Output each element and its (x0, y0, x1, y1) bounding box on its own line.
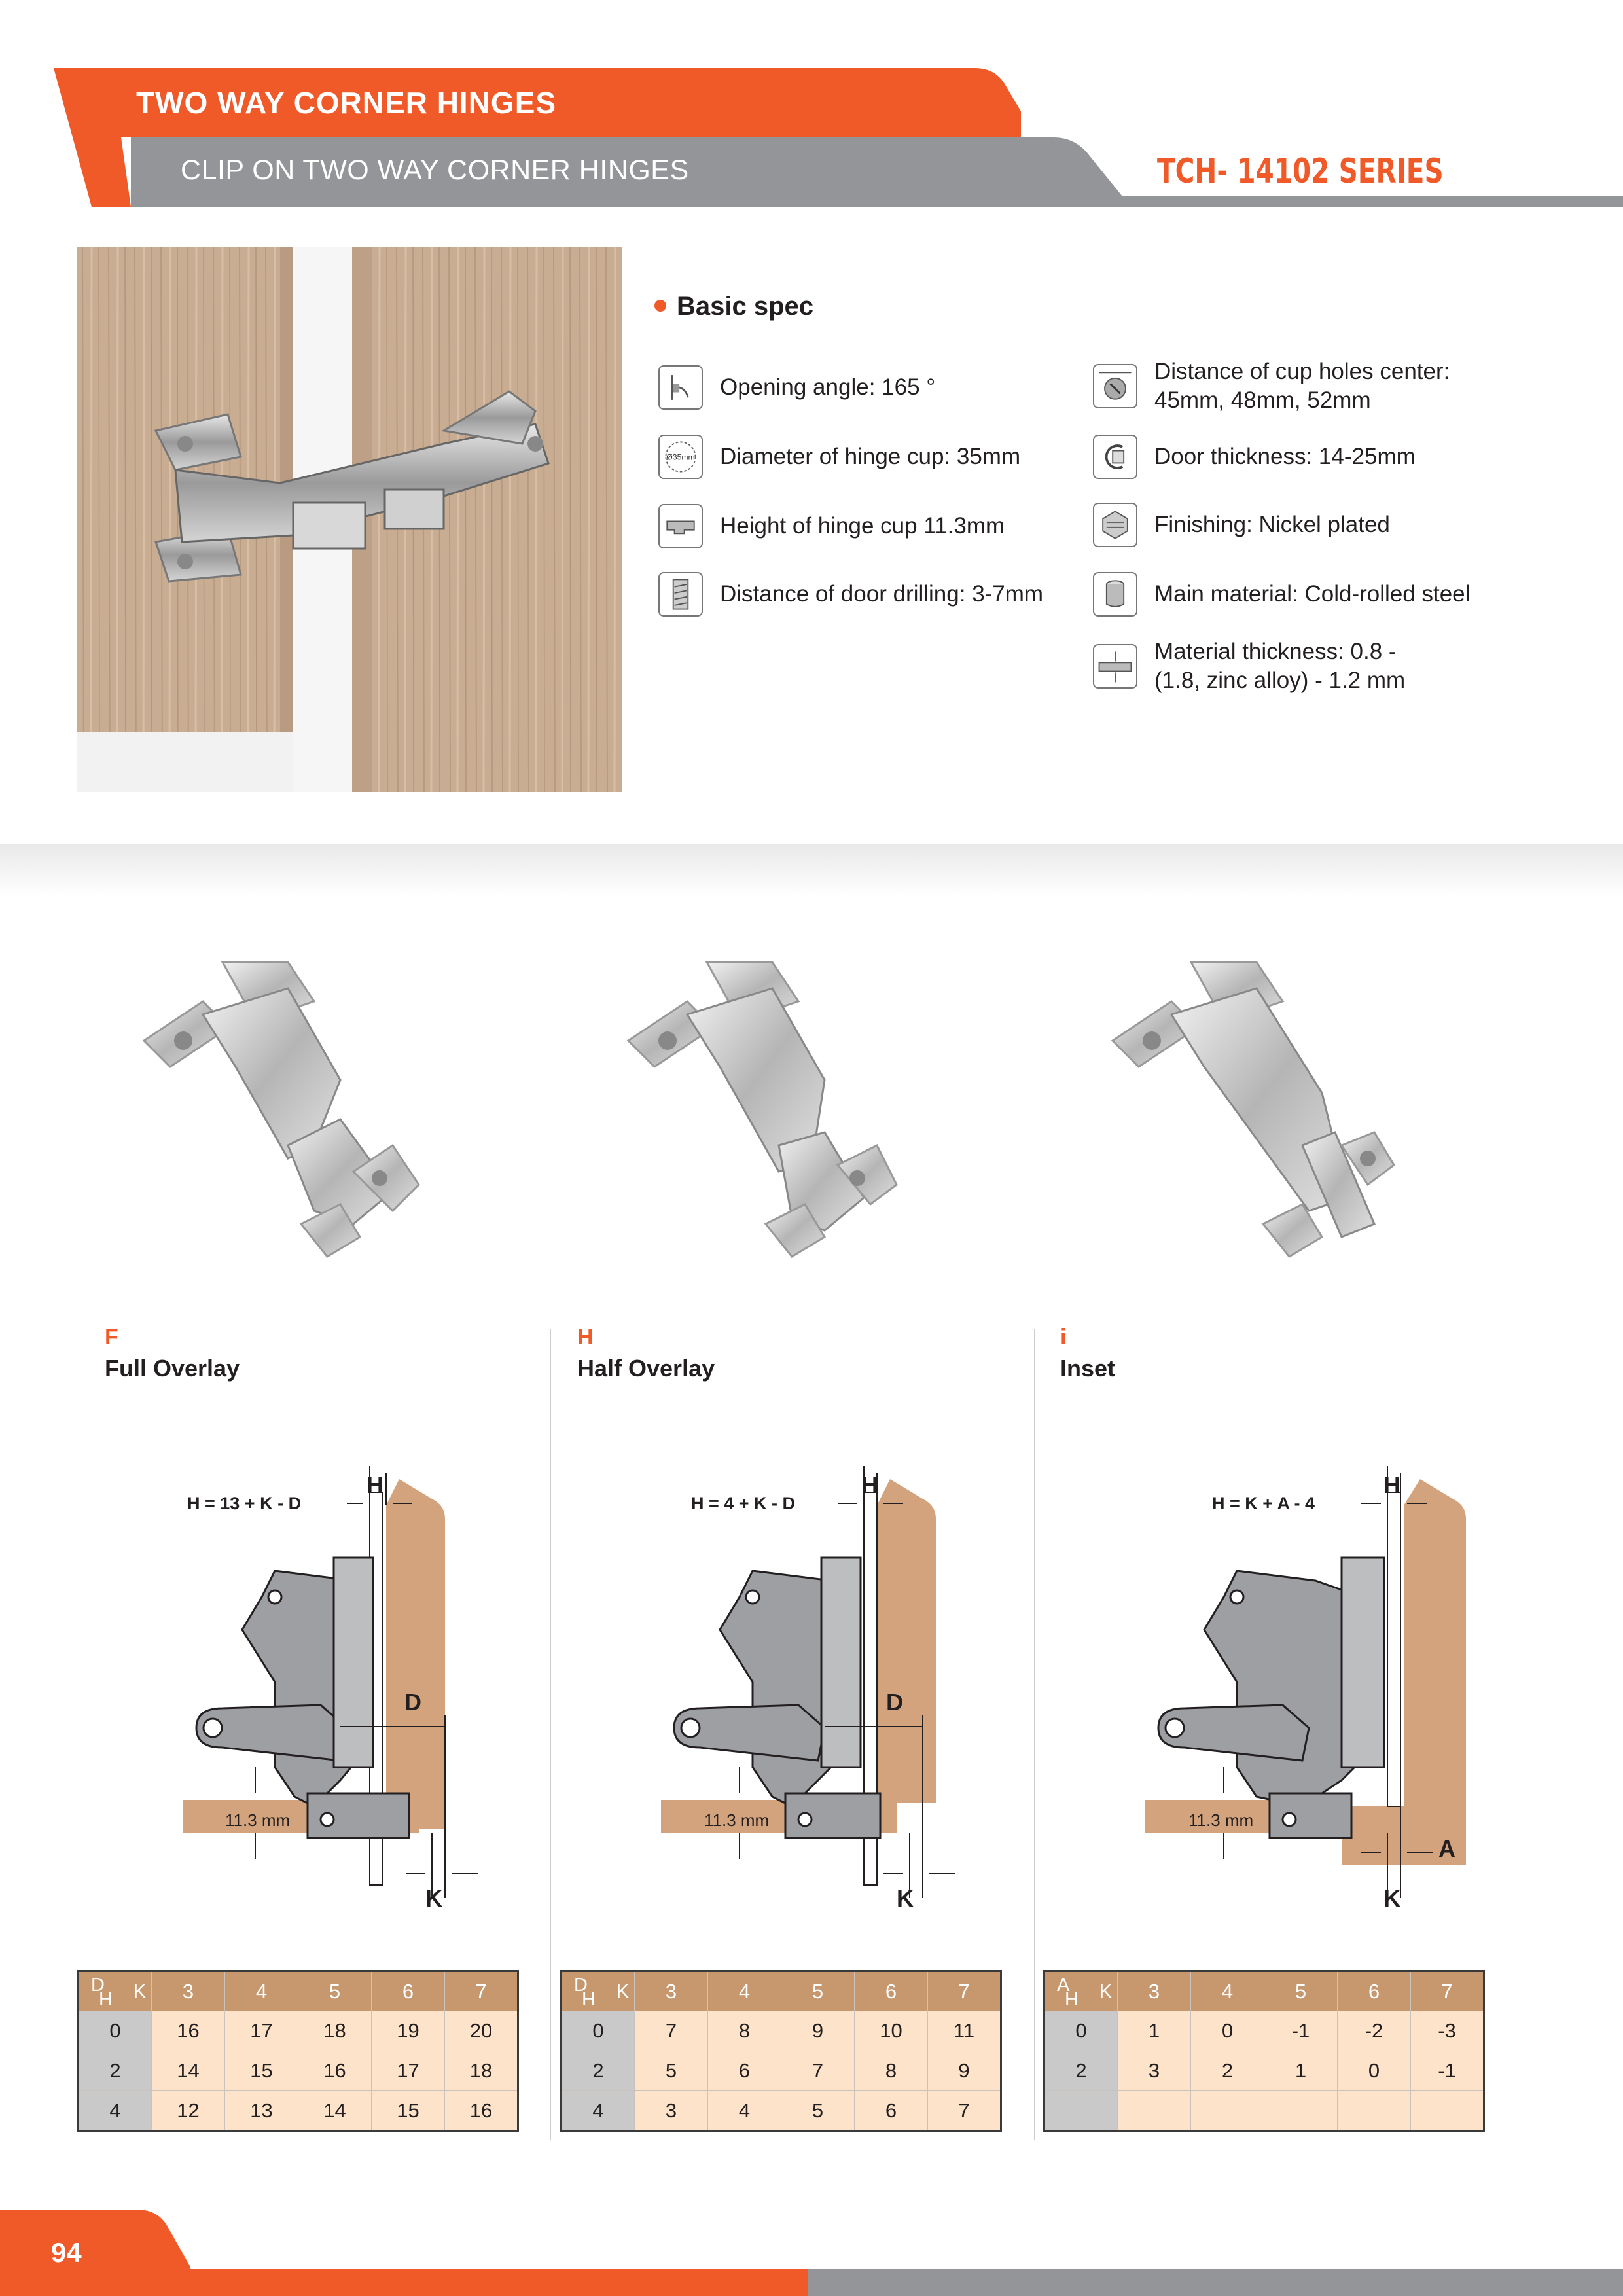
cup-height-icon (658, 504, 703, 548)
table-cell: 12 (152, 2091, 225, 2131)
door-thickness-icon (1093, 435, 1137, 479)
table-cell: 7 (635, 2011, 708, 2051)
table-cell: 2 (1191, 2051, 1264, 2091)
spec-cup-diameter (658, 435, 1020, 479)
section-letter-inset: i (1060, 1325, 1067, 1350)
material-thickness-icon (1093, 644, 1137, 689)
spec-text: (1.8, zinc alloy) - 1.2 mm (1154, 668, 1406, 693)
table-row (79, 2091, 518, 2131)
table-cell (1118, 2091, 1191, 2131)
table-cell (1191, 2091, 1264, 2131)
table-cell: 7 (781, 2051, 855, 2091)
table-col-header: 3 (152, 1971, 225, 2011)
diagram-full-overlay (183, 1466, 524, 1924)
footer-bar (0, 2206, 1623, 2296)
table-cell: 15 (225, 2051, 298, 2091)
page-number: 94 (51, 2237, 82, 2268)
table-col-header: 6 (855, 1971, 928, 2011)
section-title-full-overlay: Full Overlay (105, 1355, 240, 1382)
table-cell: -1 (1264, 2011, 1338, 2051)
table-cell (1264, 2091, 1338, 2131)
table-cell: 16 (445, 2091, 518, 2131)
table-cell: 9 (781, 2011, 855, 2051)
table-cell: 14 (298, 2091, 372, 2131)
label-k: K (1383, 1885, 1400, 1912)
table-cell: -3 (1411, 2011, 1484, 2051)
table-row-header: 2 (79, 2051, 152, 2091)
spec-heading-label: Basic spec (677, 292, 814, 321)
table-cell: 5 (781, 2091, 855, 2131)
spec-door-thickness (1093, 435, 1416, 479)
table-cell: 4 (708, 2091, 781, 2131)
table-row (1044, 2051, 1484, 2091)
label-a: A (1438, 1835, 1455, 1862)
table-cell: 10 (855, 2011, 928, 2051)
bullet-icon (654, 300, 666, 312)
table-cell: 3 (1118, 2051, 1191, 2091)
hinge-product-images (118, 949, 1558, 1342)
table-row-header: 0 (562, 2011, 635, 2051)
spec-cup-holes-center (1093, 357, 1450, 415)
label-cup-height: 11.3 mm (704, 1810, 770, 1830)
label-h: H (366, 1471, 383, 1498)
table-col-header: 6 (372, 1971, 445, 2011)
spec-finishing (1093, 503, 1390, 547)
table-cell: 19 (372, 2011, 445, 2051)
table-cell: 1 (1264, 2051, 1338, 2091)
table-row (1044, 2091, 1484, 2131)
main-material-icon (1093, 572, 1137, 617)
table-cell: 6 (855, 2091, 928, 2131)
spec-material-thickness (1093, 637, 1405, 695)
label-h: H (861, 1471, 878, 1498)
table-cell: 5 (635, 2051, 708, 2091)
table-cell: 18 (445, 2051, 518, 2091)
table-cell: 0 (1191, 2011, 1264, 2051)
section-divider-shadow (0, 844, 1623, 897)
table-col-header: 5 (781, 1971, 855, 2011)
series-name: TCH- 14102 SERIES (1157, 152, 1444, 191)
table-col-header: 7 (1411, 1971, 1484, 2011)
table-row (562, 2051, 1001, 2091)
table-row (1044, 2011, 1484, 2051)
table-col-header: 4 (1191, 1971, 1264, 2011)
column-divider (1034, 1329, 1035, 2140)
table-row (79, 2011, 518, 2051)
table-col-header: 6 (1338, 1971, 1411, 2011)
label-d: D (404, 1689, 421, 1715)
formula: H = K + A - 4 (1212, 1494, 1315, 1513)
spec-opening-angle (658, 365, 935, 410)
table-cell: 14 (152, 2051, 225, 2091)
table-cell: 8 (855, 2051, 928, 2091)
table-corner: D H K (562, 1971, 635, 2011)
overlay-table-full (77, 1970, 519, 2132)
table-header-row (79, 1971, 518, 2011)
diagram-inset (1145, 1466, 1486, 1924)
table-row-header: 2 (1044, 2051, 1118, 2091)
table-row-header (1044, 2091, 1118, 2131)
table-cell: 13 (225, 2091, 298, 2131)
diagram-half-overlay (661, 1466, 1001, 1924)
table-cell: 8 (708, 2011, 781, 2051)
hinge-image-inset (1113, 962, 1394, 1257)
table-cell: 16 (152, 2011, 225, 2051)
cup-holes-center-icon (1093, 364, 1137, 408)
table-cell: 18 (298, 2011, 372, 2051)
opening-angle-icon (658, 365, 703, 410)
table-row-header: 0 (1044, 2011, 1118, 2051)
spec-text: Main material: Cold-rolled steel (1154, 581, 1471, 607)
table-corner: A H K (1044, 1971, 1118, 2011)
table-col-header: 4 (225, 1971, 298, 2011)
table-corner: D H K (79, 1971, 152, 2011)
overlay-table-half (560, 1970, 1002, 2132)
section-letter-full-overlay: F (105, 1325, 118, 1350)
label-cup-height: 11.3 mm (225, 1810, 291, 1830)
spec-text: Distance of door drilling: 3-7mm (720, 581, 1044, 607)
table-cell: 7 (928, 2091, 1001, 2131)
spec-door-drilling (658, 572, 1043, 617)
table-col-header: 3 (635, 1971, 708, 2011)
door-drilling-icon (658, 572, 703, 617)
table-cell (1411, 2091, 1484, 2131)
spec-text: Height of hinge cup 11.3mm (720, 513, 1005, 539)
table-row (562, 2011, 1001, 2051)
table-col-header: 4 (708, 1971, 781, 2011)
column-divider (550, 1329, 551, 2140)
label-k: K (897, 1885, 914, 1912)
table-col-header: 5 (1264, 1971, 1338, 2011)
table-cell: -1 (1411, 2051, 1484, 2091)
table-cell: 6 (708, 2051, 781, 2091)
table-row-header: 2 (562, 2051, 635, 2091)
table-cell: 1 (1118, 2011, 1191, 2051)
page-title: TWO WAY CORNER HINGES (136, 86, 557, 120)
table-cell: 17 (372, 2051, 445, 2091)
table-col-header: 3 (1118, 1971, 1191, 2011)
page-subtitle: CLIP ON TWO WAY CORNER HINGES (181, 154, 689, 186)
table-cell: 16 (298, 2051, 372, 2091)
formula: H = 4 + K - D (691, 1494, 796, 1513)
table-row (562, 2091, 1001, 2131)
finishing-icon (1093, 503, 1137, 547)
spec-text: 45mm, 48mm, 52mm (1154, 387, 1371, 413)
table-cell: 3 (635, 2091, 708, 2131)
table-cell: 15 (372, 2091, 445, 2131)
label-cup-height: 11.3 mm (1188, 1810, 1254, 1830)
table-cell: 11 (928, 2011, 1001, 2051)
spec-text: Material thickness: 0.8 - (1154, 639, 1397, 664)
table-header-row (562, 1971, 1001, 2011)
spec-cup-height (658, 504, 1005, 548)
formula: H = 13 + K - D (187, 1494, 302, 1513)
spec-heading (654, 292, 813, 321)
spec-main-material (1093, 572, 1470, 617)
spec-text: Finishing: Nickel plated (1154, 512, 1390, 537)
table-row (79, 2051, 518, 2091)
section-letter-half-overlay: H (577, 1325, 594, 1350)
table-header-row (1044, 1971, 1484, 2011)
table-row-header: 0 (79, 2011, 152, 2051)
spec-text: Opening angle: 165 ° (720, 374, 936, 400)
label-h: H (1383, 1471, 1400, 1498)
cup-diameter-icon-text: Ø35mm (666, 452, 695, 462)
table-row-header: 4 (79, 2091, 152, 2131)
table-cell: 17 (225, 2011, 298, 2051)
table-row-header: 4 (562, 2091, 635, 2131)
table-cell: 0 (1338, 2051, 1411, 2091)
spec-text: Distance of cup holes center: (1154, 359, 1450, 384)
section-title-inset: Inset (1060, 1355, 1116, 1382)
table-cell (1338, 2091, 1411, 2131)
table-col-header: 7 (445, 1971, 518, 2011)
table-cell: -2 (1338, 2011, 1411, 2051)
hinge-image-half-overlay (628, 962, 897, 1257)
hinge-image-full-overlay (144, 962, 419, 1257)
section-title-half-overlay: Half Overlay (577, 1355, 715, 1382)
table-col-header: 5 (298, 1971, 372, 2011)
overlay-table-inset (1043, 1970, 1485, 2132)
label-d: D (886, 1689, 903, 1715)
label-k: K (425, 1885, 442, 1912)
spec-text: Door thickness: 14-25mm (1154, 444, 1416, 469)
table-cell: 20 (445, 2011, 518, 2051)
spec-text: Diameter of hinge cup: 35mm (720, 444, 1021, 469)
hinge-installed-photo (77, 247, 622, 792)
table-cell: 9 (928, 2051, 1001, 2091)
table-col-header: 7 (928, 1971, 1001, 2011)
cup-diameter-icon (658, 435, 703, 479)
